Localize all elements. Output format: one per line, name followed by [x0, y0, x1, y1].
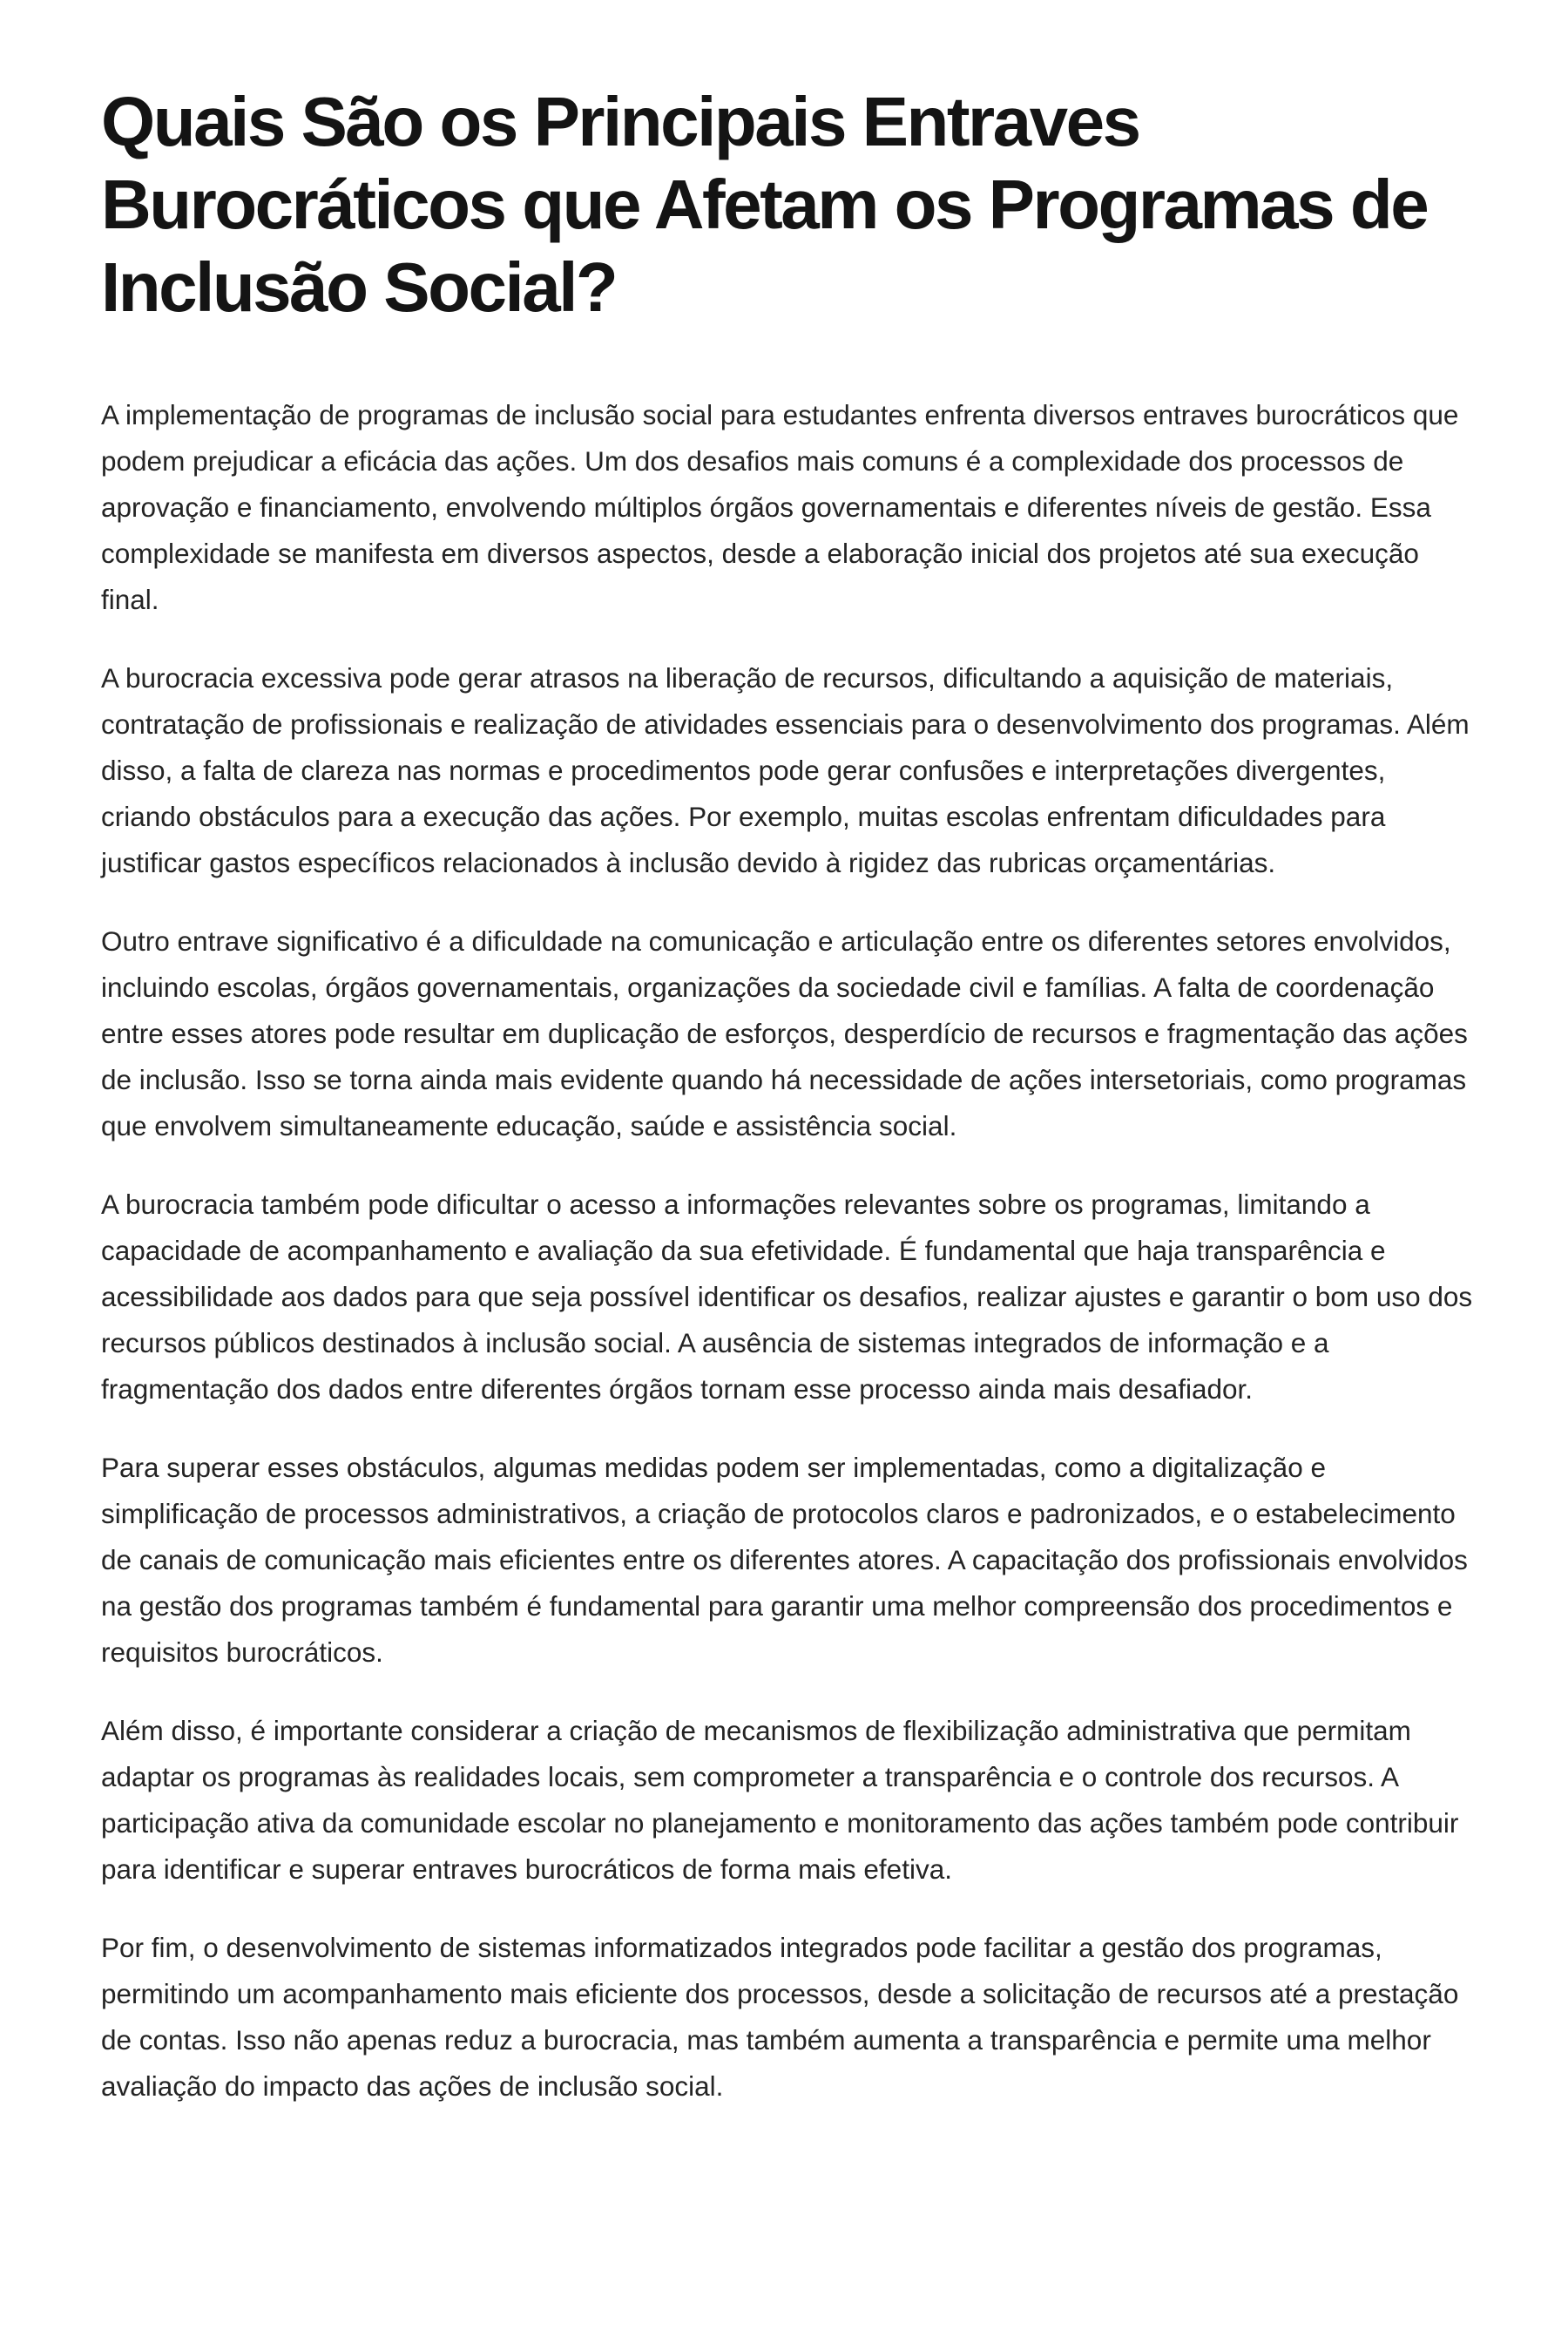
paragraph-6: Além disso, é importante considerar a criação de mecanismos de flexibilização administrativa que permitam adaptar os programas às realidades locais, sem comprometer a transparência e o controle dos recursos. A participação ativa da comunidade escolar no planejamento e monitoramento das ações também pode contribuir para identificar e superar entraves burocráticos de forma mais efetiva. — [101, 1715, 1459, 1885]
paragraph-1: A implementação de programas de inclusão social para estudantes enfrenta diversos entraves burocráticos que podem prejudicar a eficácia das ações. Um dos desafios mais comuns é a complexidade dos processos de aprovação e financiamento, envolvendo múltiplos órgãos governamentais e diferentes níveis de gestão. Essa complexidade se manifesta em diversos aspectos, desde a elaboração inicial dos projetos até sua execução final. — [101, 399, 1459, 615]
paragraph-2: A burocracia excessiva pode gerar atrasos na liberação de recursos, dificultando a aquisição de materiais, contratação de profissionais e realização de atividades essenciais para o desenvolvimento dos programas. Além disso, a falta de clareza nas normas e procedimentos pode gerar confusões e interpretações divergentes, criando obstáculos para a execução das ações. Por exemplo, muitas escolas enfrentam dificuldades para justificar gastos específicos relacionados à inclusão devido à rigidez das rubricas orçamentárias. — [101, 662, 1470, 878]
paragraph-7: Por fim, o desenvolvimento de sistemas informatizados integrados pode facilitar a gestão dos programas, permitindo um acompanhamento mais eficiente dos processos, desde a solicitação de recursos até a prestação de contas. Isso não apenas reduz a burocracia, mas também aumenta a transparência e permite uma melhor avaliação do impacto das ações de inclusão social. — [101, 1932, 1459, 2102]
paragraph-3: Outro entrave significativo é a dificuldade na comunicação e articulação entre os diferentes setores envolvidos, incluindo escolas, órgãos governamentais, organizações da sociedade civil e famílias. A falta de coordenação entre esses atores pode resultar em duplicação de esforços, desperdício de recursos e fragmentação das ações de inclusão. Isso se torna ainda mais evidente quando há necessidade de ações intersetoriais, como programas que envolvem simultaneamente educação, saúde e assistência social. — [101, 925, 1468, 1141]
page-title: Quais São os Principais Entraves Burocráticos que Afetam os Programas de Inclusão Social? — [101, 83, 1428, 326]
paragraph-4: A burocracia também pode dificultar o acesso a informações relevantes sobre os programas, limitando a capacidade de acompanhamento e avaliação da sua efetividade. É fundamental que haja transparência e acessibilidade aos dados para que seja possível identificar os desafios, realizar ajustes e garantir o bom uso dos recursos públicos destinados à inclusão social. A ausência de sistemas integrados de informação e a fragmentação dos dados entre diferentes órgãos tornam esse processo ainda mais desafiador. — [101, 1189, 1473, 1405]
paragraph-5: Para superar esses obstáculos, algumas medidas podem ser implementadas, como a digitalização e simplificação de processos administrativos, a criação de protocolos claros e padronizados, e o estabelecimento de canais de comunicação mais eficientes entre os diferentes atores. A capacitação dos profissionais envolvidos na gestão dos programas também é fundamental para garantir uma melhor compreensão dos procedimentos e requisitos burocráticos. — [101, 1452, 1468, 1668]
